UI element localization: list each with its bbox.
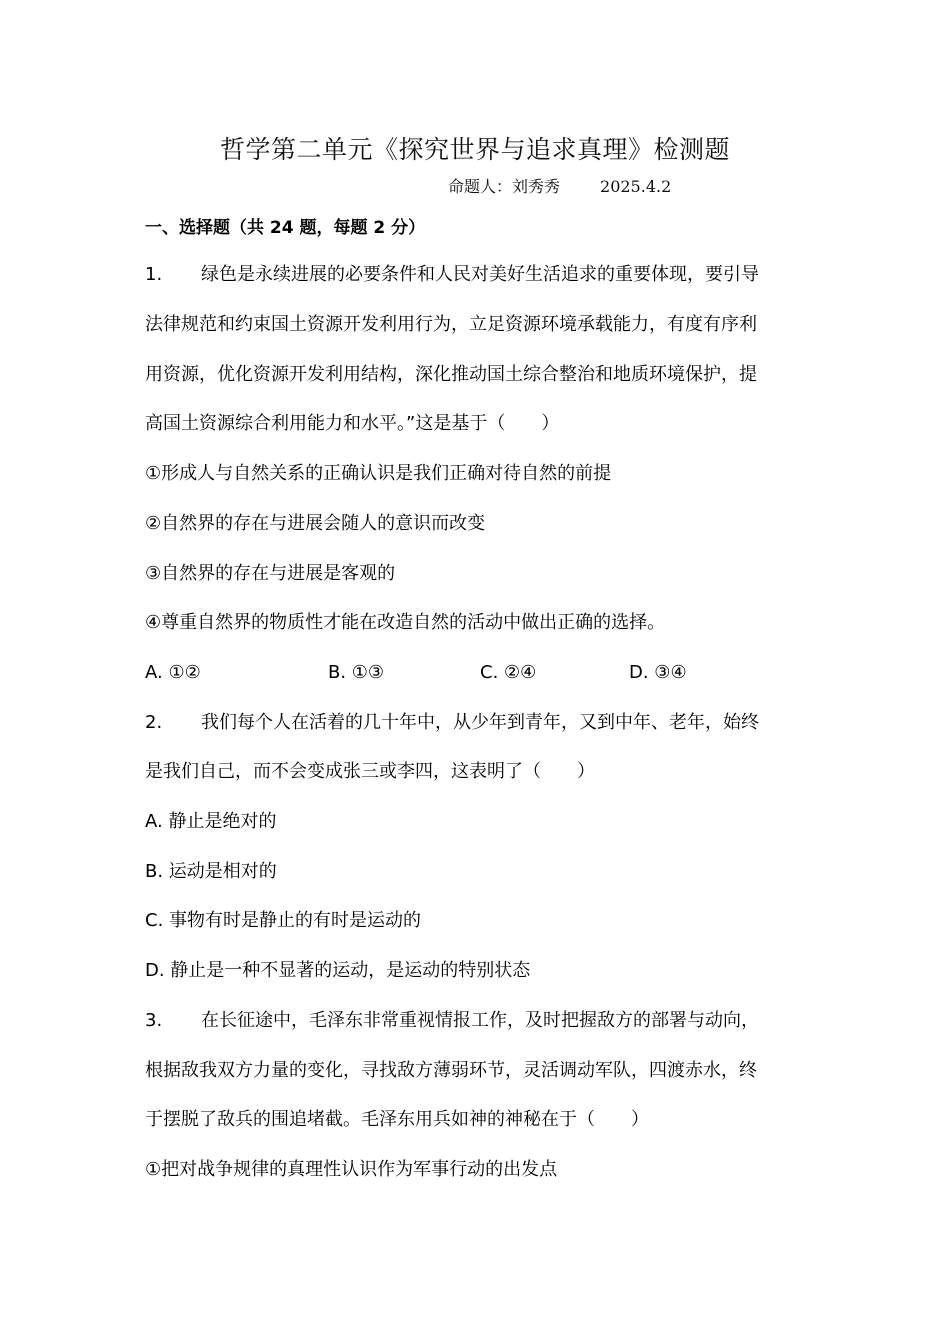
question-text: 在长征途中，毛泽东非常重视情报工作，及时把握敌方的部署与动向， <box>201 1010 759 1031</box>
question-1-stem-line: 高国土资源综合利用能力和水平。”这是基于（ ） <box>145 413 560 434</box>
question-number: 3. <box>145 1010 163 1031</box>
option-c: C. 事物有时是静止的有时是运动的 <box>145 910 422 931</box>
question-1-item: ③自然界的存在与进展是客观的 <box>145 563 396 584</box>
question-2-stem-line: 是我们自己，而不会变成张三或李四，这表明了（ ） <box>145 761 595 782</box>
question-1-stem-line: 用资源，优化资源开发利用结构，深化推动国土综合整治和地质环境保护，提 <box>145 364 757 385</box>
question-3-item: ①把对战争规律的真理性认识作为军事行动的出发点 <box>145 1159 558 1180</box>
section-heading: 一、选择题（共 24 题，每题 2 分） <box>145 218 426 238</box>
option-d: D. 静止是一种不显著的运动，是运动的特别状态 <box>145 960 531 981</box>
author-line <box>448 174 671 197</box>
option-c: C. ②④ <box>480 662 537 683</box>
question-1-stem-line <box>145 263 759 287</box>
option-b: B. 运动是相对的 <box>145 861 277 882</box>
option-b: B. ①③ <box>328 662 385 683</box>
question-number: 2. <box>145 712 163 733</box>
question-1-stem-line: 法律规范和约束国土资源开发利用行为，立足资源环境承载能力，有度有序利 <box>145 314 757 335</box>
question-2-stem-line <box>145 711 759 735</box>
author: 命题人：刘秀秀 <box>448 177 561 196</box>
question-3-stem-line: 根据敌我双方力量的变化，寻找敌方薄弱环节，灵活调动军队，四渡赤水，终 <box>145 1060 757 1081</box>
question-3-stem-line: 于摆脱了敌兵的围追堵截。毛泽东用兵如神的神秘在于（ ） <box>145 1109 649 1130</box>
option-d: D. ③④ <box>629 662 687 683</box>
question-1-item: ④尊重自然界的物质性才能在改造自然的活动中做出正确的选择。 <box>145 612 666 633</box>
question-text: 我们每个人在活着的几十年中，从少年到青年，又到中年、老年，始终 <box>201 712 759 733</box>
question-1-item: ①形成人与自然关系的正确认识是我们正确对待自然的前提 <box>145 463 612 484</box>
question-1-options <box>145 661 805 685</box>
option-a: A. 静止是绝对的 <box>145 811 277 832</box>
question-number: 1. <box>145 264 163 285</box>
option-a: A. ①② <box>145 662 201 683</box>
question-3-stem-line <box>145 1009 759 1033</box>
date: 2025.4.2 <box>600 177 672 196</box>
document-title: 哲学第二单元《探究世界与追求真理》检测题 <box>219 135 730 164</box>
question-text: 绿色是永续进展的必要条件和人民对美好生活追求的重要体现，要引导 <box>201 264 759 285</box>
question-1-item: ②自然界的存在与进展会随人的意识而改变 <box>145 513 486 534</box>
